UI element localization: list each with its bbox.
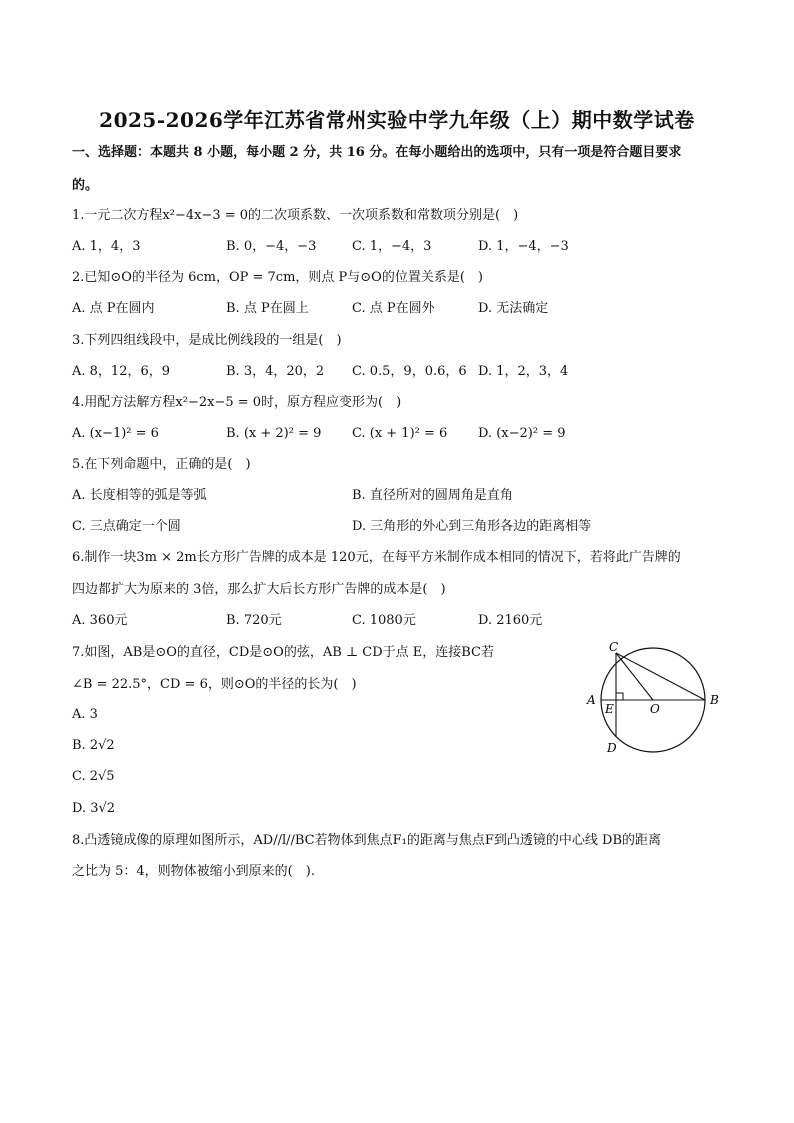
question-6-stem-line2: 四边都扩大为原来的 3倍，那么扩大后长方形广告牌的成本是( ) xyxy=(72,582,446,597)
q1-option-c: C. 1，−4，3 xyxy=(352,239,432,254)
section-header-line1: 一、选择题：本题共 8 小题，每小题 2 分，共 16 分。在每小题给出的选项中，只有一项是符合题目要求 xyxy=(72,145,682,160)
q6-option-b: B. 720元 xyxy=(226,613,282,628)
question-5-stem: 5.在下列命题中，正确的是( ) xyxy=(72,457,251,472)
q3-option-b: B. 3，4，20，2 xyxy=(226,364,325,379)
q2-option-d: D. 无法确定 xyxy=(478,301,549,316)
question-2-stem: 2.已知⊙O的半径为 6cm，OP = 7cm，则点 P与⊙O的位置关系是( ) xyxy=(72,270,483,285)
q2-option-a: A. 点 P在圆内 xyxy=(72,301,155,316)
q3-option-a: A. 8，12，6，9 xyxy=(72,364,171,379)
q5-option-a: A. 长度相等的弧是等弧 xyxy=(72,488,207,503)
q4-option-b: B. (x + 2)² = 9 xyxy=(226,426,322,441)
page-title: 2025-2026学年江苏省常州实验中学九年级（上）期中数学试卷 xyxy=(99,108,695,132)
question-3-stem: 3.下列四组线段中，是成比例线段的一组是( ) xyxy=(72,333,342,348)
q5-option-c: C. 三点确定一个圆 xyxy=(72,519,181,534)
q2-option-c: C. 点 P在圆外 xyxy=(352,301,435,316)
q6-option-d: D. 2160元 xyxy=(478,613,543,628)
q7-circle-figure xyxy=(578,640,728,760)
q5-option-d: D. 三角形的外心到三角形各边的距离相等 xyxy=(352,519,592,534)
q6-option-c: C. 1080元 xyxy=(352,613,416,628)
q1-option-b: B. 0，−4，−3 xyxy=(226,239,317,254)
q4-option-c: C. (x + 1)² = 6 xyxy=(352,426,448,441)
segment-cb xyxy=(616,653,705,700)
q2-option-b: B. 点 P在圆上 xyxy=(226,301,309,316)
q7-option-d: D. 3√2 xyxy=(72,801,116,816)
label-e: E xyxy=(605,702,614,716)
q7-option-a: A. 3 xyxy=(72,707,98,722)
q7-option-c: C. 2√5 xyxy=(72,769,115,784)
label-c: C xyxy=(609,640,619,654)
q1-option-a: A. 1，4，3 xyxy=(72,239,141,254)
question-7-stem-line2: ∠B = 22.5°，CD = 6，则⊙O的半径的长为( ) xyxy=(72,677,357,692)
q5-option-b: B. 直径所对的圆周角是直角 xyxy=(352,488,513,503)
q7-option-b: B. 2√2 xyxy=(72,738,115,753)
q3-option-d: D. 1，2，3，4 xyxy=(478,364,569,379)
right-angle-mark xyxy=(616,693,623,700)
question-4-stem: 4.用配方法解方程x²−2x−5 = 0时，原方程应变形为( ) xyxy=(72,395,402,410)
label-b: B xyxy=(710,693,719,707)
question-8-stem-line1: 8.凸透镜成像的原理如图所示，AD//l//BC若物体到焦点F₁的距离与焦点F到凸透镜的中心线 DB的距离 xyxy=(72,833,661,848)
question-6-stem-line1: 6.制作一块3m × 2m长方形广告牌的成本是 120元，在每平方米制作成本相同的情况下，若将此广告牌的 xyxy=(72,550,681,565)
label-o: O xyxy=(650,702,660,716)
label-d: D xyxy=(607,741,617,755)
q6-option-a: A. 360元 xyxy=(72,613,128,628)
question-7-stem-line1: 7.如图，AB是⊙O的直径，CD是⊙O的弦，AB ⊥ CD于点 E，连接BC若 xyxy=(72,645,494,660)
question-8-stem-line2: 之比为 5：4，则物体被缩小到原来的( ). xyxy=(72,864,315,879)
q4-option-d: D. (x−2)² = 9 xyxy=(478,426,566,441)
label-a: A xyxy=(587,693,596,707)
q1-option-d: D. 1，−4，−3 xyxy=(478,239,569,254)
q4-option-a: A. (x−1)² = 6 xyxy=(72,426,159,441)
q3-option-c: C. 0.5，9，0.6，6 xyxy=(352,364,467,379)
question-1-stem: 1.一元二次方程x²−4x−3 = 0的二次项系数、一次项系数和常数项分别是( ) xyxy=(72,208,519,223)
section-header-line2: 的。 xyxy=(72,178,99,193)
